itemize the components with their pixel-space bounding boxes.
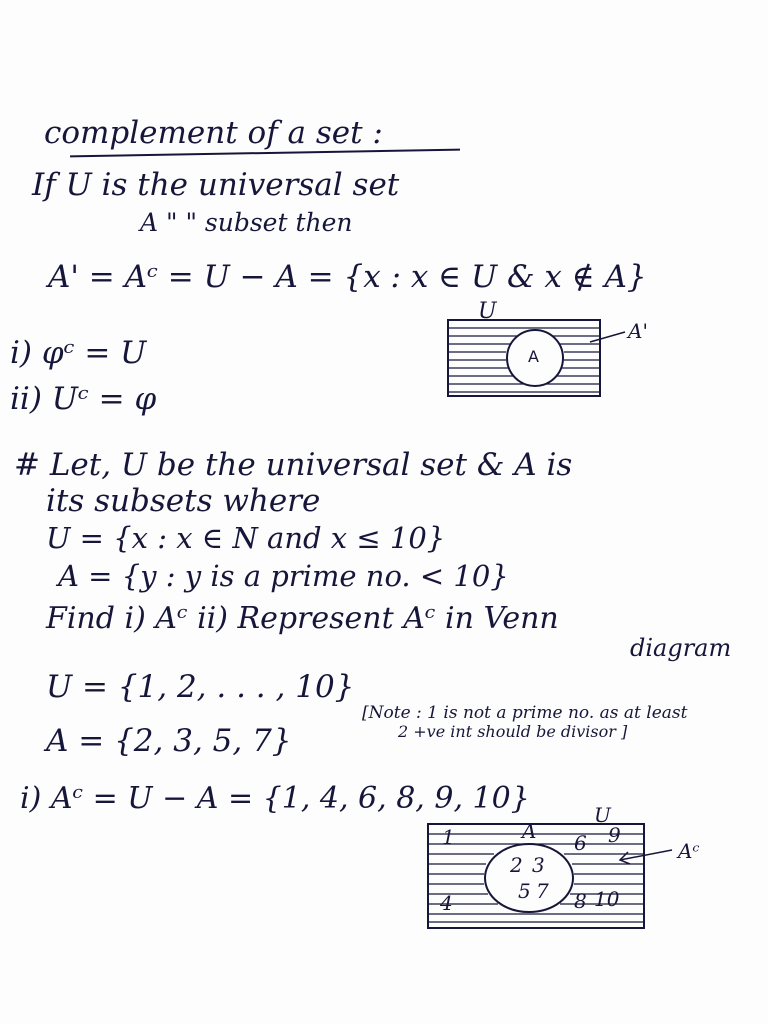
venn-diagram-answer [424, 806, 744, 936]
venn1-pointer-line [590, 332, 625, 342]
universal-set-roster: U = {1, 2, . . . , 10} [46, 669, 355, 705]
venn2-element: 1 [442, 825, 455, 849]
page-title: complement of a set : [44, 115, 383, 151]
venn2-element: 7 [536, 879, 549, 903]
venn2-element: 3 [532, 853, 545, 877]
set-a-definition: A = {y : y is a prime no. < 10} [58, 559, 509, 593]
example-intro-line-2: its subsets where [46, 483, 321, 519]
venn2-element: 5 [518, 879, 531, 903]
answer-complement: i) Aᶜ = U − A = {1, 4, 6, 8, 9, 10} [20, 781, 530, 816]
venn2-element: 2 [510, 853, 523, 877]
find-question-continued: diagram [630, 634, 732, 662]
venn1-complement-label: A' [628, 319, 648, 343]
venn1-set-label: A [528, 347, 539, 366]
venn2-element: 8 [574, 889, 587, 913]
definition-line-2: A " " subset then [140, 208, 353, 237]
venn1-universal-label: U [478, 299, 497, 324]
venn2-universal-label: U [594, 806, 611, 827]
set-a-roster: A = {2, 3, 5, 7} [46, 723, 292, 759]
property-ii: ii) Uᶜ = φ [10, 381, 157, 417]
venn-diagram-complement [440, 296, 680, 406]
definition-line-1: If U is the universal set [32, 167, 400, 203]
venn2-element: 9 [608, 823, 621, 847]
venn2-element: 6 [574, 831, 587, 855]
complement-formula: A' = Aᶜ = U − A = {x : x ∈ U & x ∉ A} [48, 259, 647, 295]
venn2-pointer-line [620, 850, 672, 860]
note-line-2: 2 +ve int should be divisor ] [398, 722, 628, 741]
example-intro-line-1: # Let, U be the universal set & A is [14, 447, 573, 483]
note-line-1: [Note : 1 is not a prime no. as at least [362, 703, 688, 723]
property-i: i) φᶜ = U [10, 335, 147, 371]
venn2-element: 10 [594, 887, 620, 911]
venn2-element: 4 [440, 891, 453, 915]
venn2-complement-label: Aᶜ [678, 839, 700, 863]
universal-set-definition: U = {x : x ∈ N and x ≤ 10} [46, 521, 446, 555]
find-question: Find i) Aᶜ ii) Represent Aᶜ in Venn [46, 601, 559, 636]
venn2-set-label: A [522, 819, 537, 843]
